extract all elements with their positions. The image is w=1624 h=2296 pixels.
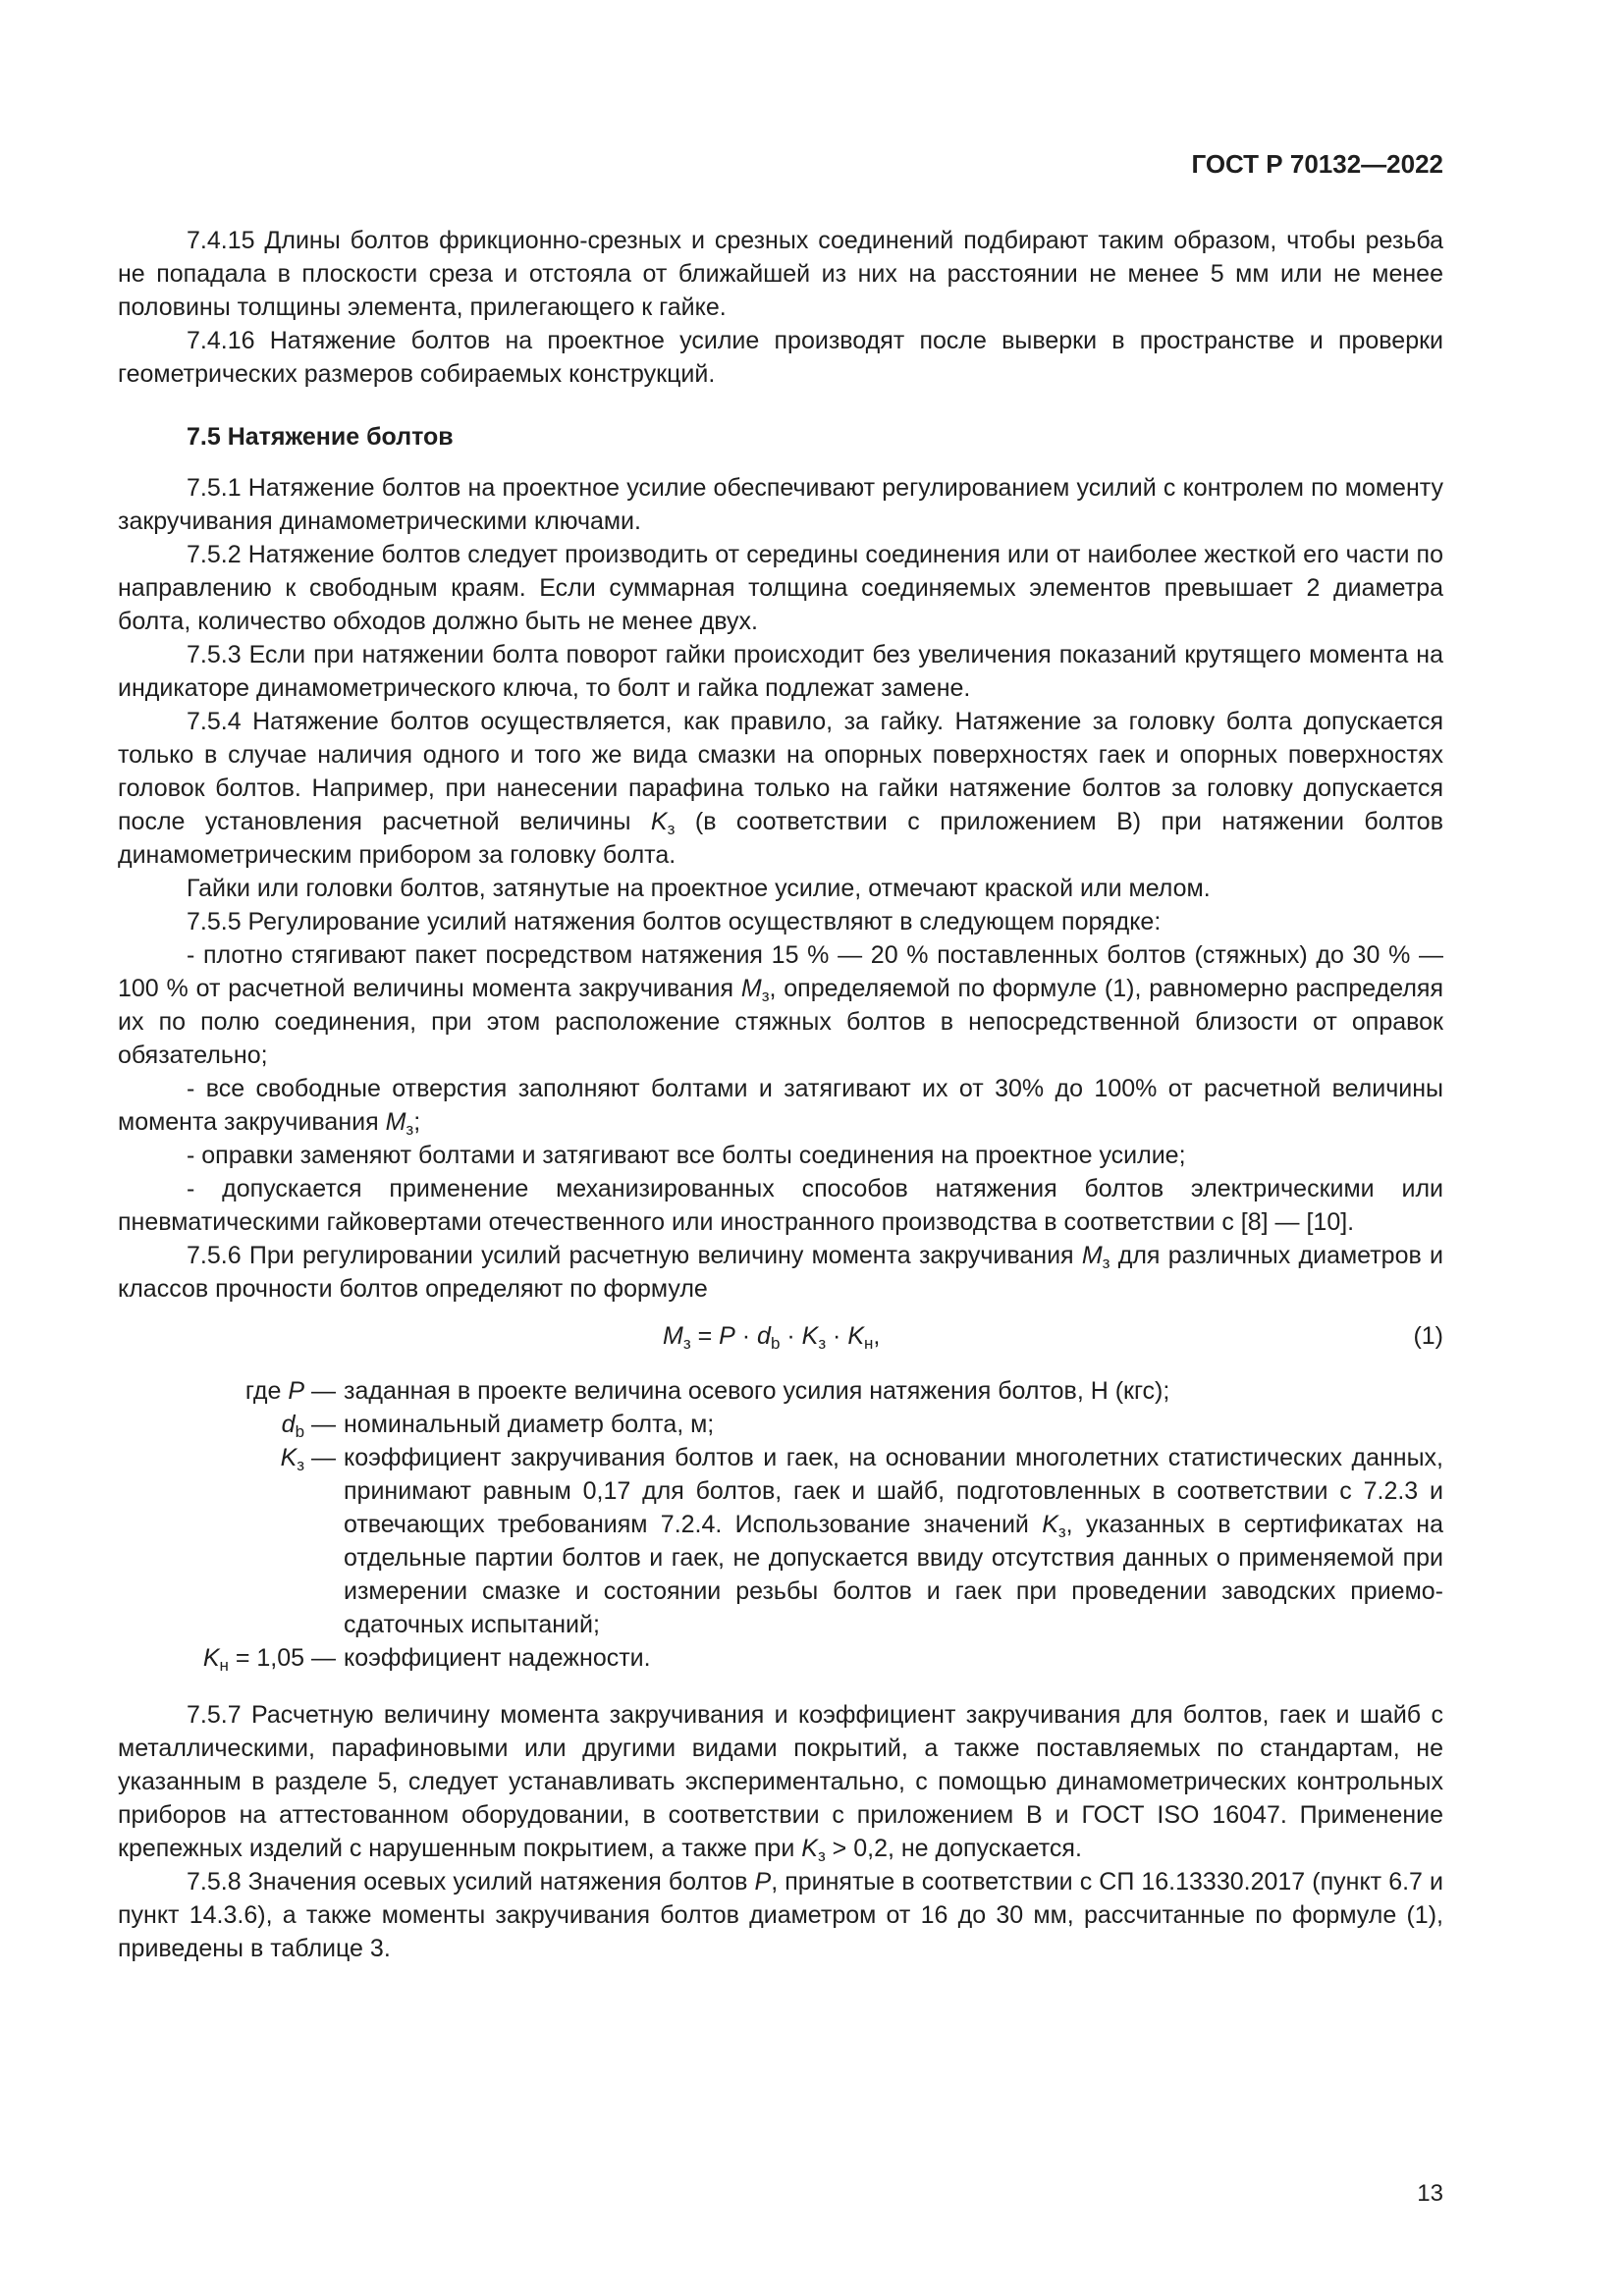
paragraph-7-5-4 [118,705,1443,872]
paragraph-7-5-7 [118,1698,1443,1865]
text-run: 7.5.8 Значения осевых усилий натяжения болтов [187,1868,755,1896]
em-dash: — [304,1411,336,1438]
symbol-subscript: з [761,987,770,1005]
dot-operator: · [780,1322,802,1350]
definition-k [118,1441,1443,1641]
symbol-k: K [1042,1511,1058,1538]
symbol-k: K [801,1322,819,1350]
text-run: - все свободные отверстия заполняют болтами и затягивают их от 30% до 100% от расчетной величины момента закручивания [118,1075,1443,1136]
doc-header-code: ГОСТ Р 70132—2022 [1191,149,1443,179]
paragraph-7-5-4-note: Гайки или головки болтов, затянутые на проектное усилие, отмечают краской или мелом. [187,875,1211,902]
text-run: 7.5.6 При регулировании усилий расчетную величину момента закручивания [187,1242,1082,1269]
equals-sign: = [690,1322,720,1350]
dot-operator: · [826,1322,848,1350]
text-run: 7.5.4 Натяжение болтов осуществляется, как правило, за гайку. Натяжение за головку болта допускается только в случае наличия одного и того же вида смазки на опорных поверхностях гаек и опорных поверхностях головок болтов. Например, при нанесении парафина только на гайки натяжение болтов за головку допускается после установления расчетной величины [118,708,1443,835]
paragraph-7-5-8 [118,1865,1443,1965]
text-run: коэффициент закручивания болтов и гаек, на основании многолетних статистических данных, принимают равным 0,17 для болтов, гаек и шайб, подготовленных в соответствии с 7.2.3 и отвечающих требованиям 7.2.4. Использование значений [344,1444,1443,1538]
text-run: , указанных в сертификатах на отдельные партии болтов и гаек, не допускается ввиду отсутствия данных о применяемой при измерении смазке и состоянии резьбы болтов и гаек при проведении заводских приемо-сдаточных испытаний; [344,1511,1443,1638]
definition-label [118,1408,344,1441]
list-item-4: - допускается применение механизированных способов натяжения болтов электрическими или пневматическими гайковертами отечественного или иностранного производства в соответствии с [8] — [10]. [118,1175,1443,1236]
page-number: 13 [1417,2180,1443,2207]
text-run: , принятые в соответствии с СП 16.13330.2017 (пункт 6.7 и пункт 14.3.6), а также моменты закручивания болтов диаметром от 16 до 30 мм, рассчитанные по формуле (1), приведены в таблице 3. [118,1868,1443,1962]
definition-text: коэффициент надежности. [344,1644,651,1672]
definition-text: заданная в проекте величина осевого усилия натяжения болтов, Н (кгс); [344,1377,1170,1405]
list-item-2 [118,1072,1443,1139]
symbol-k: K [202,1644,220,1672]
definition-text [344,1441,1443,1641]
symbol-m: M [1081,1242,1103,1269]
symbol-k: K [847,1322,865,1350]
paragraph-7-4-15: 7.4.15 Длины болтов фрикционно-срезных и срезных соединений подбирают таким образом, чтобы резьба не попадала в плоскости среза и отстояла от ближайшей из них на расстоянии не менее 5 мм или не менее половины толщины элемента, прилегающего к гайке. [118,227,1443,321]
paragraph-7-5-3: 7.5.3 Если при натяжении болта поворот гайки происходит без увеличения показаний крутящего момента на индикаторе динамометрического ключа, то болт и гайка подлежат замене. [118,641,1443,702]
text-run: ; [413,1108,421,1136]
text-run: , определяемой по формуле (1), равномерно распределяя их по полю соединения, при этом расположение стяжных болтов в непосредственной близости от оправок обязательно; [118,975,1443,1069]
symbol-d: d [281,1411,296,1438]
definition-text: номинальный диаметр болта, м; [344,1411,715,1438]
text-run: для различных диаметров и классов прочности болтов определяют по формуле [118,1242,1443,1303]
definition-label [118,1374,344,1408]
definition-label [59,1641,344,1675]
text-run: > 0,2, не допускается. [825,1835,1082,1862]
em-dash: — [304,1377,336,1405]
em-dash: = 1,05 — [228,1644,336,1672]
symbol-subscript: з [297,1456,305,1474]
symbol-subscript: b [295,1422,305,1441]
symbol-subscript: з [667,820,676,838]
paragraph-7-5-6 [118,1239,1443,1306]
symbol-k: K [280,1444,298,1471]
text-run: где [244,1377,289,1405]
symbol-subscript: з [682,1334,691,1353]
definition-d [118,1408,1443,1441]
symbol-subscript: з [817,1846,826,1865]
dot-operator: · [734,1322,758,1350]
symbol-m: M [740,975,762,1002]
document-page [118,0,1443,2296]
text-run: - плотно стягивают пакет посредством натяжения 15 % — 20 % поставленных болтов (стяжных) до 30 % — 100 % от расчетной величины момента закручивания [118,941,1443,1002]
symbol-d: d [757,1322,771,1350]
paragraph-7-5-1: 7.5.1 Натяжение болтов на проектное усилие обеспечивают регулированием усилий с контролем по моменту закручивания динамометрическими ключами. [118,474,1443,535]
paragraph-7-4-16: 7.4.16 Натяжение болтов на проектное усилие производят после выверки в пространстве и проверки геометрических размеров собираемых конструкций. [118,327,1443,388]
symbol-subscript: з [1102,1254,1110,1272]
symbol-subscript: b [770,1334,781,1353]
list-item-3: - оправки заменяют болтами и затягивают все болты соединения на проектное усилие; [187,1142,1186,1169]
symbol-m: M [385,1108,406,1136]
list-item-1 [118,938,1443,1072]
symbol-subscript: з [1057,1522,1066,1541]
paragraph-7-5-5: 7.5.5 Регулирование усилий натяжения болтов осуществляют в следующем порядке: [187,908,1162,935]
symbol-subscript: н [864,1334,874,1353]
symbol-p: P [719,1322,735,1350]
formula-expression [663,1319,880,1353]
text-run: 7.5.7 Расчетную величину момента закручивания и коэффициент закручивания для болтов, гаек и шайб с металлическими, парафиновыми или другими видами покрытий, а также поставляемых по стандартам, не указанным в разделе 5, следует устанавливать экспериментально, с помощью динамометрических контрольных приборов на аттестованном оборудовании, в соответствии с приложением В и ГОСТ ISO 16047. Применение крепежных изделий с нарушенным покрытием, а также при [118,1701,1443,1862]
text-run: (в соответствии с приложением В) при натяжении болтов динамометрическим прибором за головку болта. [118,808,1443,869]
section-heading: 7.5 Натяжение болтов [187,423,454,451]
definition-label [118,1441,344,1641]
symbol-subscript: з [818,1334,827,1353]
symbol-subscript: н [219,1656,229,1675]
symbol-p: P [288,1377,305,1405]
definition-kn [59,1641,1443,1675]
spacer [118,1675,1443,1698]
symbol-p: P [754,1868,772,1896]
formula-definitions [118,1374,1443,1675]
symbol-subscript: з [406,1120,414,1139]
em-dash: — [304,1444,336,1471]
symbol-k: K [650,808,668,835]
definition-p [118,1374,1443,1408]
symbol-k: K [801,1835,818,1862]
formula-comma: , [873,1322,881,1350]
symbol-m: M [663,1322,683,1350]
document-body [118,224,1443,1965]
formula-number: (1) [1413,1322,1443,1350]
paragraph-7-5-2: 7.5.2 Натяжение болтов следует производить от середины соединения или от наиболее жесткой его части по направлению к свободным краям. Если суммарная толщина соединяемых элементов превышает 2 диаметра болта, количество обходов должно быть не менее двух. [118,541,1443,635]
formula-1 [118,1319,1443,1353]
